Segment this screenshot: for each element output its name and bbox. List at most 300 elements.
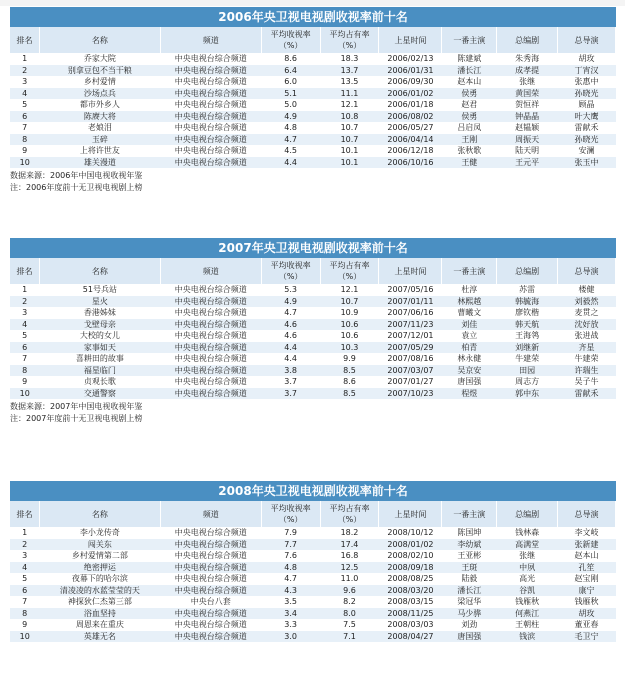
table-cell: 中夙 [497,562,558,574]
table-cell: 林熙越 [442,296,497,308]
table-cell: 13.7 [320,65,379,77]
table-row [10,365,616,377]
column-header: 名称 [39,258,160,284]
table-cell: 钱林森 [497,527,558,539]
table-cell: 王刚 [442,134,497,146]
note-line: 数据来源：2007年中国电视收视年鉴 [10,402,143,411]
table-row [10,296,616,308]
table-cell: 4 [10,88,39,100]
table-cell: 杜淳 [442,284,497,296]
table-cell: 顾晶 [558,99,616,111]
column-header: 一番主演 [442,258,497,284]
table-cell: 牛建荣 [497,353,558,365]
table-cell: 张惠中 [558,76,616,88]
table-cell: 2 [10,65,39,77]
table-cell: 4.7 [261,573,320,585]
table-cell: 7.1 [320,631,379,643]
data-table [10,501,616,642]
table-cell: 雷献禾 [558,388,616,400]
table-cell: 10.7 [320,134,379,146]
table-cell: 6.0 [261,76,320,88]
table-cell: 9 [10,376,39,388]
table-cell: 2006/01/31 [379,65,442,77]
table-cell: 楼健 [558,284,616,296]
table-cell: 胡玫 [558,53,616,65]
table-cell: 丁宵汉 [558,65,616,77]
table-cell: 李文岐 [558,527,616,539]
table-cell: 中央电视台综合频道 [160,296,261,308]
table-cell: 4 [10,319,39,331]
table-cell: 福星临门 [39,365,160,377]
table-cell: 2008/02/10 [379,550,442,562]
table-cell: 4.6 [261,319,320,331]
table-row [10,353,616,365]
table-cell: 交通警察 [39,388,160,400]
table-cell: 安澜 [558,145,616,157]
table-cell: 谷凯 [497,585,558,597]
table-cell: 18.3 [320,53,379,65]
column-header: 名称 [39,27,160,53]
table-cell: 中央电视台综合频道 [160,619,261,631]
table-cell: 5.1 [261,88,320,100]
table-cell: 康宁 [558,585,616,597]
table-cell: 中央电视台综合频道 [160,388,261,400]
table-cell: 10.1 [320,145,379,157]
table-cell: 7 [10,353,39,365]
table-cell: 郭中东 [497,388,558,400]
table-cell: 孙晓光 [558,88,616,100]
table-cell: 牛建荣 [558,353,616,365]
table-cell: 12.1 [320,99,379,111]
table-cell: 沙场点兵 [39,88,160,100]
column-header: 总导演 [558,258,616,284]
table-cell: 刘继新 [497,342,558,354]
table-cell: 16.8 [320,550,379,562]
table-cell: 孔笙 [558,562,616,574]
table-cell: 3.0 [261,631,320,643]
column-header: 平均收视率（%） [261,27,320,53]
table-cell: 戈壁母亲 [39,319,160,331]
table-cell: 老娘泪 [39,122,160,134]
table-cell: 乡村爱情 [39,76,160,88]
table-cell: 周志方 [497,376,558,388]
table-cell: 柏青 [442,342,497,354]
table-cell: 钟晶晶 [497,111,558,123]
table-cell: 孙晓光 [558,134,616,146]
table-row [10,562,616,574]
table-title: 2006年央卫视电视剧收视率前十名 [10,7,616,27]
table-cell: 中央电视台综合频道 [160,631,261,643]
table-row [10,284,616,296]
table-cell: 2007/08/16 [379,353,442,365]
table-cell: 5.0 [261,99,320,111]
table-cell: 2008/09/18 [379,562,442,574]
table-cell: 程煜 [442,388,497,400]
ratings-table-2 [10,238,616,425]
column-header: 排名 [10,258,39,284]
table-cell: 曹曦文 [442,307,497,319]
table-cell: 10.6 [320,330,379,342]
table-cell: 6 [10,585,39,597]
table-cell: 上将许世友 [39,145,160,157]
table-cell: 10.9 [320,307,379,319]
table-cell: 2008/08/25 [379,573,442,585]
table-cell: 2006/10/16 [379,157,442,169]
table-cell: 9.9 [320,353,379,365]
table-cell: 闯关东 [39,539,160,551]
table-cell: 中央电视台综合频道 [160,550,261,562]
table-cell: 4.9 [261,111,320,123]
table-row [10,539,616,551]
table-row [10,134,616,146]
table-cell: 毛卫宁 [558,631,616,643]
table-cell: 8.5 [320,365,379,377]
table-row [10,619,616,631]
table-cell: 18.2 [320,527,379,539]
table-cell: 浴血坚持 [39,608,160,620]
table-cell: 2008/03/15 [379,596,442,608]
table-cell: 都市外乡人 [39,99,160,111]
table-cell: 雄关漫道 [39,157,160,169]
table-cell: 7.6 [261,550,320,562]
table-cell: 51号兵站 [39,284,160,296]
table-cell: 2007/05/29 [379,342,442,354]
table-cell: 3.8 [261,365,320,377]
table-cell: 2007/10/23 [379,388,442,400]
table-cell: 4 [10,562,39,574]
table-cell: 2006/09/30 [379,76,442,88]
table-cell: 13.5 [320,76,379,88]
table-cell: 5 [10,573,39,585]
table-cell: 2008/11/25 [379,608,442,620]
table-cell: 8 [10,134,39,146]
table-cell: 张玉中 [558,157,616,169]
table-cell: 2 [10,296,39,308]
table-cell: 2006/01/18 [379,99,442,111]
table-cell: 李小龙传奇 [39,527,160,539]
table-row [10,573,616,585]
table-cell: 2007/01/11 [379,296,442,308]
table-row [10,608,616,620]
column-header: 平均收视率（%） [261,501,320,527]
table-cell: 贞观长歌 [39,376,160,388]
table-cell: 玉碎 [39,134,160,146]
table-cell: 1 [10,284,39,296]
table-row [10,585,616,597]
table-cell: 10.3 [320,342,379,354]
table-cell: 陈赓大将 [39,111,160,123]
table-cell: 6.4 [261,65,320,77]
table-row [10,157,616,169]
table-cell: 陆毅 [442,573,497,585]
table-cell: 10.8 [320,111,379,123]
column-header: 频道 [160,27,261,53]
table-cell: 2008/03/03 [379,619,442,631]
column-header: 平均收视率（%） [261,258,320,284]
table-cell: 中央电视台综合频道 [160,111,261,123]
table-cell: 10.7 [320,122,379,134]
table-cell: 中央电视台综合频道 [160,573,261,585]
table-cell: 贺恒祥 [497,99,558,111]
table-row [10,330,616,342]
table-cell: 神探狄仁杰第三部 [39,596,160,608]
table-row [10,550,616,562]
table-cell: 5 [10,330,39,342]
table-cell: 赵本山 [442,76,497,88]
table-cell: 高光 [497,573,558,585]
table-cell: 8 [10,365,39,377]
table-cell: 9 [10,145,39,157]
table-cell: 吴京安 [442,365,497,377]
table-cell: 赵本山 [558,550,616,562]
table-cell: 4.7 [261,307,320,319]
table-cell: 2006/02/13 [379,53,442,65]
table-cell: 王朝柱 [497,619,558,631]
column-header: 上星时间 [379,501,442,527]
table-cell: 7 [10,122,39,134]
table-cell: 10 [10,631,39,643]
table-cell: 李幼斌 [442,539,497,551]
table-cell: 10.6 [320,319,379,331]
table-cell: 5.3 [261,284,320,296]
table-cell: 麦贯之 [558,307,616,319]
table-cell: 夜幕下的哈尔滨 [39,573,160,585]
table-cell: 8.2 [320,596,379,608]
column-header: 总导演 [558,27,616,53]
table-cell: 3.4 [261,608,320,620]
table-row [10,376,616,388]
table-cell: 3 [10,307,39,319]
table-row [10,76,616,88]
table-cell: 4.9 [261,296,320,308]
table-cell: 2008/01/02 [379,539,442,551]
table-cell: 7 [10,596,39,608]
table-cell: 3.7 [261,388,320,400]
table-cell: 中央电视台综合频道 [160,284,261,296]
table-cell: 梁冠华 [442,596,497,608]
table-cell: 许瑞生 [558,365,616,377]
table-cell: 1 [10,527,39,539]
table-cell: 钱雁秋 [497,596,558,608]
table-cell: 4.4 [261,342,320,354]
column-header: 总编剧 [497,258,558,284]
table-cell: 马少骅 [442,608,497,620]
table-cell: 7.5 [320,619,379,631]
table-cell: 3 [10,550,39,562]
table-cell: 3.7 [261,376,320,388]
table-cell: 英雄无名 [39,631,160,643]
table-cell: 7.9 [261,527,320,539]
table-cell: 成孝提 [497,65,558,77]
table-cell: 陈国坤 [442,527,497,539]
table-header-row [10,27,616,53]
table-row [10,88,616,100]
table-row [10,145,616,157]
table-cell: 唐国强 [442,376,497,388]
table-cell: 喜耕田的故事 [39,353,160,365]
table-cell: 张进战 [558,330,616,342]
table-cell: 何燕江 [497,608,558,620]
table-row [10,122,616,134]
table-header-row [10,258,616,284]
table-cell: 中央电视台综合频道 [160,562,261,574]
table-cell: 2007/06/16 [379,307,442,319]
table-cell: 韩天航 [497,319,558,331]
table-row [10,307,616,319]
table-row [10,53,616,65]
table-cell: 绝密押运 [39,562,160,574]
table-cell: 中央电视台综合频道 [160,539,261,551]
table-cell: 齐星 [558,342,616,354]
table-row [10,596,616,608]
table-cell: 中央电视台综合频道 [160,307,261,319]
column-header: 上星时间 [379,258,442,284]
table-cell: 11.0 [320,573,379,585]
column-header: 总编剧 [497,27,558,53]
table-cell: 中央电视台综合频道 [160,76,261,88]
table-cell: 10 [10,388,39,400]
table-cell: 2006/05/27 [379,122,442,134]
table-cell: 中央电视台综合频道 [160,527,261,539]
table-cell: 林永健 [442,353,497,365]
column-header: 名称 [39,501,160,527]
table-cell: 张继 [497,550,558,562]
table-cell: 8.6 [261,53,320,65]
table-cell: 中央电视台综合频道 [160,99,261,111]
table-cell: 7.7 [261,539,320,551]
table-cell: 陆天明 [497,145,558,157]
table-cell: 3.5 [261,596,320,608]
table-cell: 沈好放 [558,319,616,331]
table-cell: 中央电视台综合频道 [160,88,261,100]
table-cell: 4.6 [261,330,320,342]
column-header: 一番主演 [442,501,497,527]
table-cell: 吕启凤 [442,122,497,134]
table-cell: 胡玫 [558,608,616,620]
column-header: 频道 [160,258,261,284]
table-notes [10,401,616,425]
table-cell: 8.5 [320,388,379,400]
table-cell: 中央电视台综合频道 [160,134,261,146]
table-cell: 王元平 [497,157,558,169]
table-row [10,111,616,123]
ratings-table-3 [10,481,616,642]
column-header: 平均占有率（%） [320,501,379,527]
table-cell: 5 [10,99,39,111]
column-header: 平均占有率（%） [320,258,379,284]
table-cell: 吴子牛 [558,376,616,388]
table-row [10,65,616,77]
table-cell: 2007/12/01 [379,330,442,342]
table-row [10,527,616,539]
table-cell: 乔家大院 [39,53,160,65]
note-line: 注：2007年度前十无卫视电视剧上榜 [10,414,143,423]
table-cell: 10.7 [320,296,379,308]
table-cell: 中央电视台综合频道 [160,65,261,77]
table-cell: 周恩来在重庆 [39,619,160,631]
table-cell: 2008/10/12 [379,527,442,539]
column-header: 总导演 [558,501,616,527]
table-cell: 袁立 [442,330,497,342]
table-cell: 王海鸰 [497,330,558,342]
table-row [10,631,616,643]
table-row [10,99,616,111]
table-title: 2007年央卫视电视剧收视率前十名 [10,238,616,258]
table-row [10,388,616,400]
table-cell: 2007/03/07 [379,365,442,377]
table-cell: 中央电视台综合频道 [160,122,261,134]
table-cell: 4.4 [261,157,320,169]
table-cell: 侯勇 [442,111,497,123]
table-cell: 4.3 [261,585,320,597]
data-table [10,27,616,168]
table-cell: 田园 [497,365,558,377]
table-cell: 2006/01/02 [379,88,442,100]
table-cell: 雷献禾 [558,122,616,134]
table-cell: 中央电视台综合频道 [160,608,261,620]
table-cell: 8.0 [320,608,379,620]
table-cell: 中央电视台综合频道 [160,53,261,65]
table-cell: 10 [10,157,39,169]
table-cell: 3 [10,76,39,88]
table-cell: 星火 [39,296,160,308]
table-cell: 王亚彬 [442,550,497,562]
table-cell: 张继 [497,76,558,88]
table-cell: 朱秀海 [497,53,558,65]
table-cell: 2007/01/27 [379,376,442,388]
table-cell: 廖钦楷 [497,307,558,319]
table-cell: 钱雁秋 [558,596,616,608]
table-cell: 中央电视台综合频道 [160,342,261,354]
table-cell: 刘佳 [442,319,497,331]
table-cell: 刘劲 [442,619,497,631]
table-cell: 6 [10,111,39,123]
table-notes [10,170,616,194]
table-row [10,319,616,331]
table-cell: 9.6 [320,585,379,597]
table-cell: 张新建 [558,539,616,551]
note-line: 注：2006年度前十无卫视电视剧上榜 [10,183,143,192]
table-cell: 叶大鹰 [558,111,616,123]
table-cell: 2007/11/23 [379,319,442,331]
table-cell: 4.8 [261,122,320,134]
table-cell: 赵韫颖 [497,122,558,134]
table-cell: 高满堂 [497,539,558,551]
table-cell: 赵君 [442,99,497,111]
table-cell: 2006/08/02 [379,111,442,123]
table-cell: 韩毓海 [497,296,558,308]
table-cell: 侯勇 [442,88,497,100]
table-cell: 潘长江 [442,585,497,597]
table-cell: 2006/04/14 [379,134,442,146]
table-cell: 4.7 [261,134,320,146]
table-cell: 17.4 [320,539,379,551]
table-cell: 9 [10,619,39,631]
table-cell: 别拿豆包不当干粮 [39,65,160,77]
table-cell: 大校的女儿 [39,330,160,342]
table-cell: 中央台八套 [160,596,261,608]
table-cell: 中央电视台综合频道 [160,365,261,377]
table-cell: 中央电视台综合频道 [160,330,261,342]
table-cell: 黄国荣 [497,88,558,100]
column-header: 排名 [10,27,39,53]
table-cell: 中央电视台综合频道 [160,145,261,157]
table-cell: 清凌凌的水蓝莹莹的天 [39,585,160,597]
data-table [10,258,616,399]
top-watermark-strip [0,0,625,6]
table-cell: 王健 [442,157,497,169]
table-cell: 6 [10,342,39,354]
